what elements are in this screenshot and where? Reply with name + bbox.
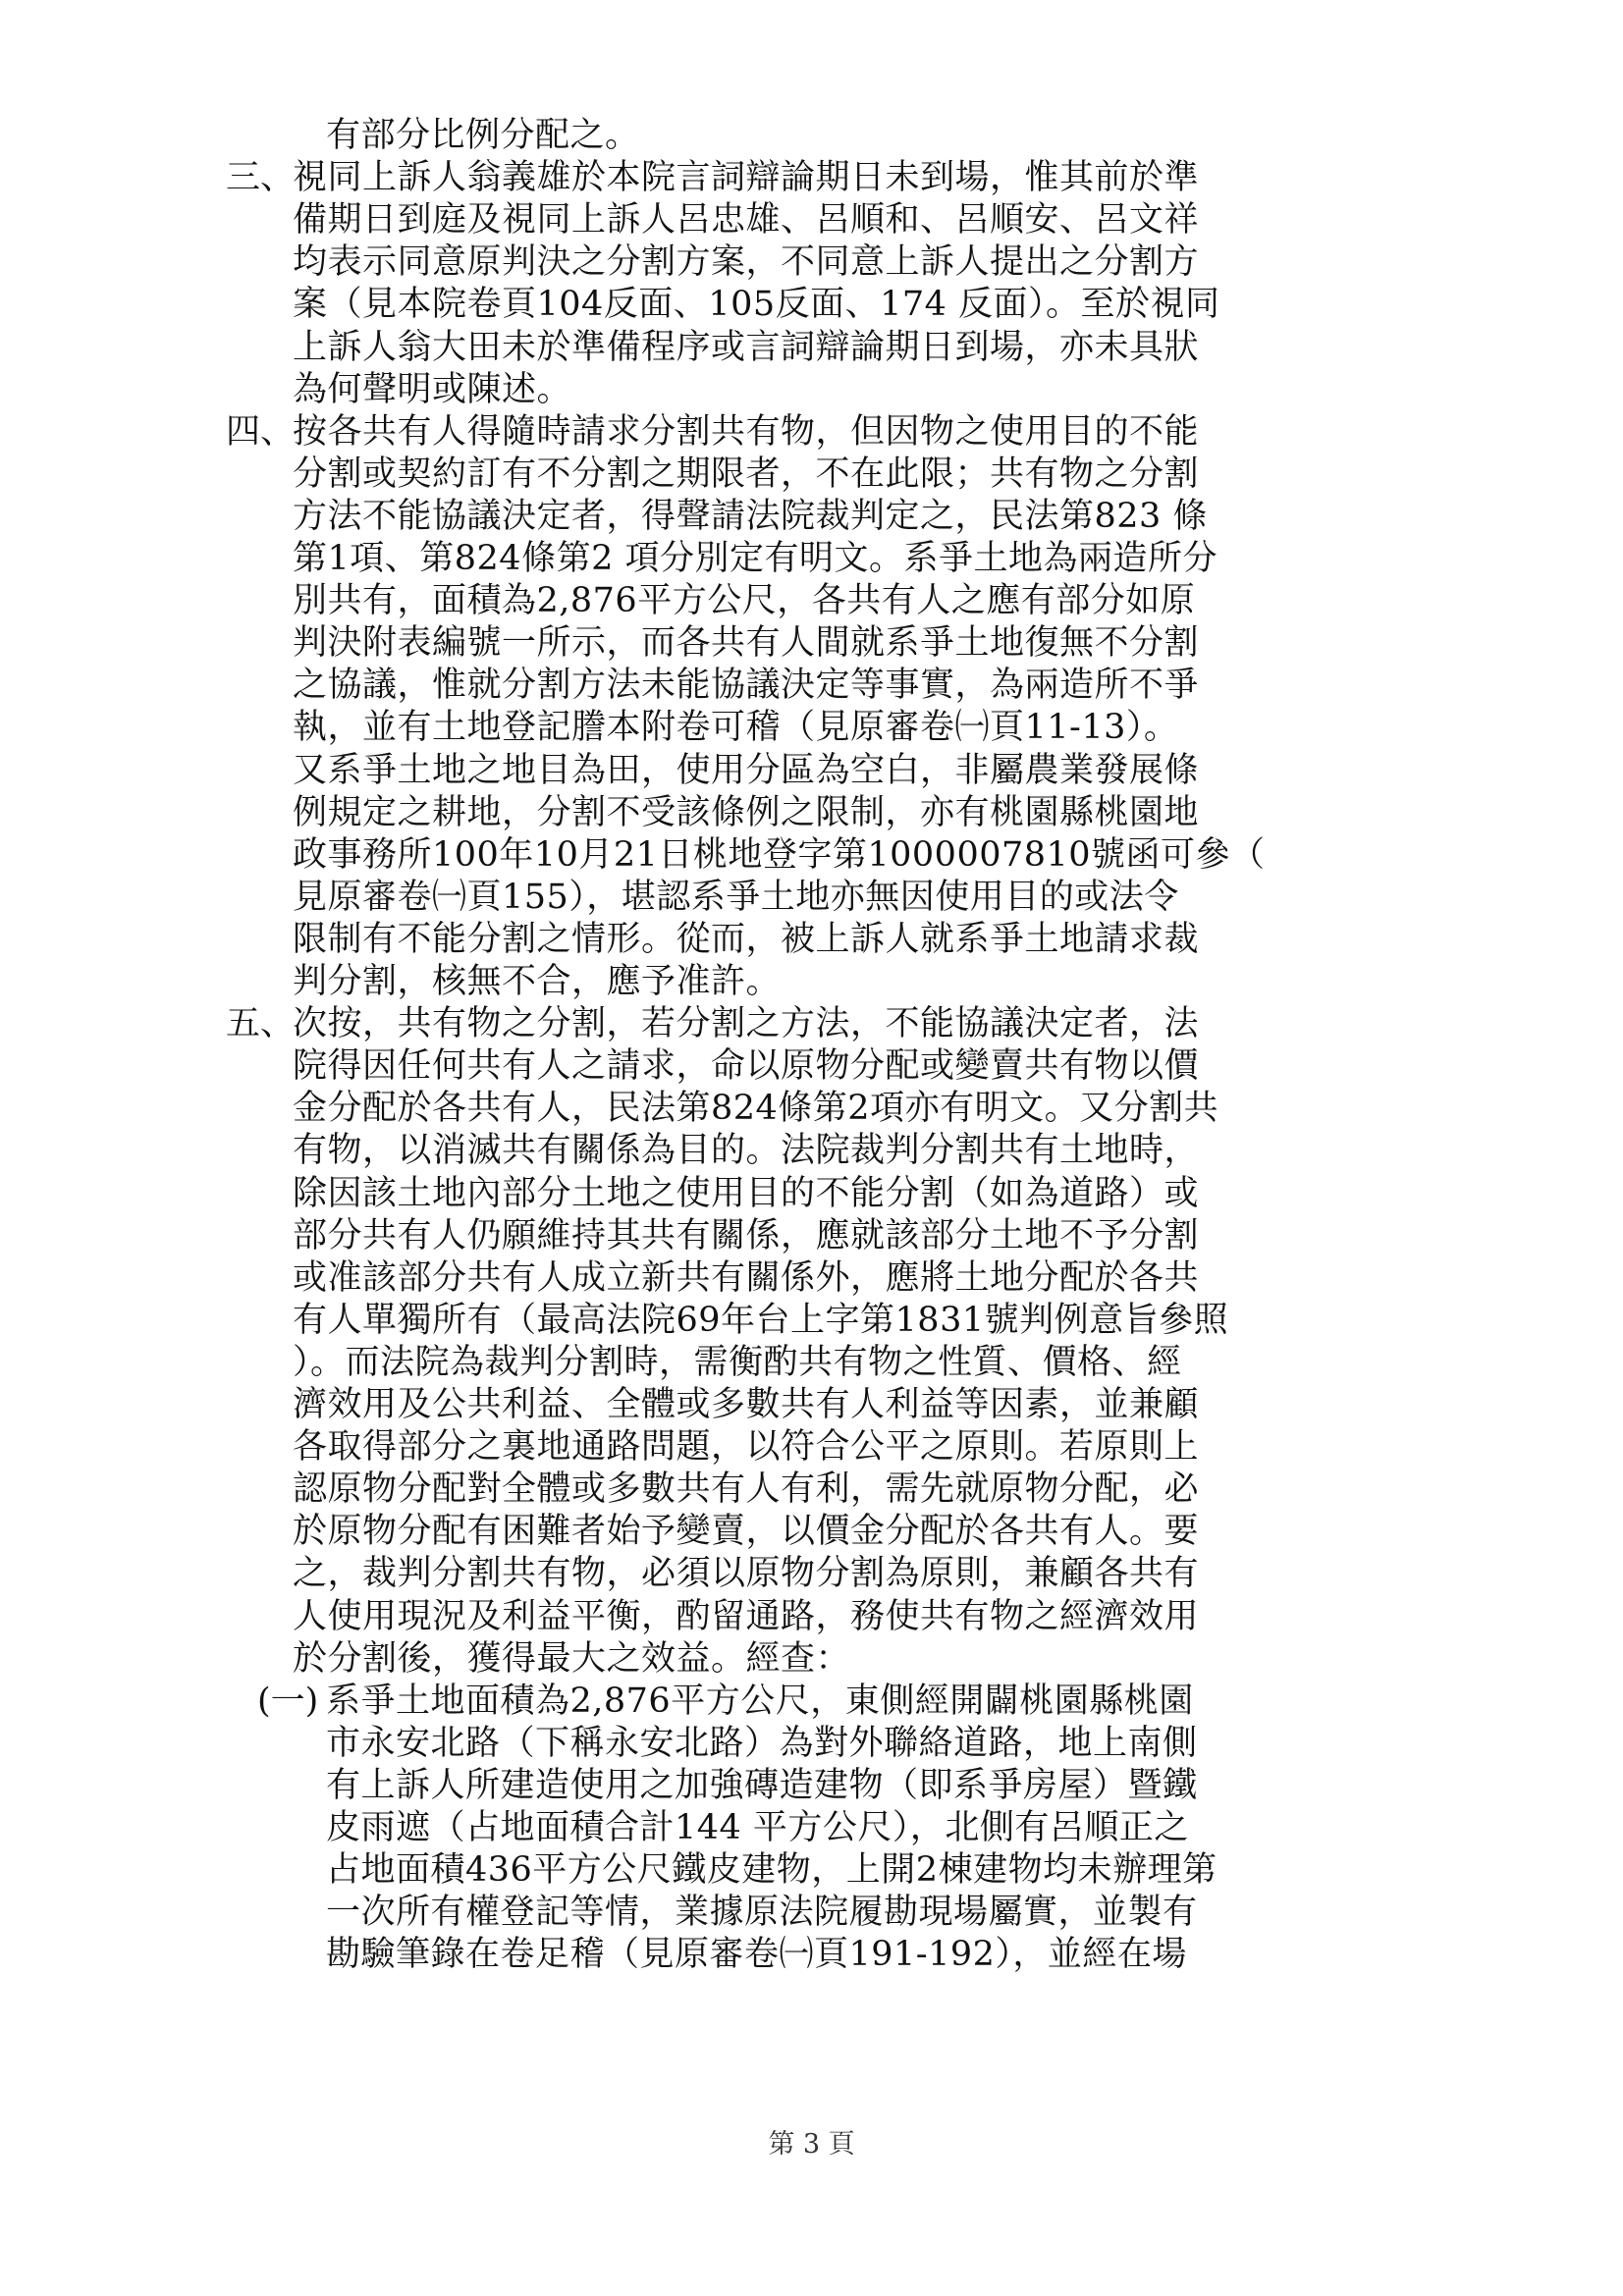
section-5-line: 認原物分配對全體或多數共有人有利，需先就原物分配，必 — [293, 1469, 1200, 1510]
section-5-line: 院得因任何共有人之請求，命以原物分配或變賣共有物以價 — [293, 1046, 1200, 1087]
section-4-line: 又系爭土地之地目為田，使用分區為空白，非屬農業發展條 — [293, 750, 1200, 790]
section-4-line: 第1項、第824條第2 項分別定有明文。系爭土地為兩造所分 — [293, 539, 1217, 578]
section-3-line: 視同上訴人翁義雄於本院言詞辯論期日未到場，惟其前於準 — [293, 158, 1200, 198]
section-5-line: 或准該部分共有人成立新共有關係外，應將土地分配於各共 — [293, 1257, 1200, 1298]
section-5-line: 部分共有人仍願維持其共有關係，應就該部分土地不予分割 — [293, 1215, 1200, 1255]
section-4-line: 方法不能協議決定者，得聲請法院裁判定之，民法第823 條 — [293, 496, 1208, 536]
section-4-marker: 四、 — [226, 411, 296, 452]
page-number: 第 3 頁 — [768, 2129, 855, 2160]
section-4-line: 分割或契約訂有不分割之期限者，不在此限；共有物之分割 — [293, 454, 1200, 494]
subsection-1-line: 有上訴人所建造使用之加強磚造建物（即系爭房屋）暨鐵 — [326, 1765, 1198, 1805]
section-4-line: 別共有，面積為2,876平方公尺，各共有人之應有部分如原 — [293, 581, 1196, 621]
subsection-1-line: 皮雨遮（占地面積合計144 平方公尺），北側有呂順正之 — [326, 1808, 1189, 1847]
section-3-line: 均表示同意原判決之分割方案，不同意上訴人提出之分割方 — [293, 242, 1200, 283]
section-3-line: 上訴人翁大田未於準備程序或言詞辯論期日到場，亦未具狀 — [293, 327, 1200, 367]
section-5-line: 人使用現況及利益平衡，酌留通路，務使共有物之經濟效用 — [293, 1596, 1200, 1636]
subsection-1-line: 占地面積436平方公尺鐵皮建物，上開2棟建物均未辦理第 — [326, 1850, 1217, 1891]
section-4-line: 見原審卷㈠頁155），堪認系爭土地亦無因使用目的或法令 — [293, 877, 1179, 917]
section-5-line: 之，裁判分割共有物，必須以原物分割為原則，兼顧各共有 — [293, 1554, 1200, 1594]
section-5-line: 各取得部分之裏地通路問題，以符合公平之原則。若原則上 — [293, 1427, 1200, 1468]
subsection-1-line: 市永安北路（下稱永安北路）為對外聯絡道路，地上南側 — [326, 1723, 1198, 1763]
section-5-line: 於分割後，獲得最大之效益。經查： — [293, 1638, 851, 1679]
section-4-line: 之協議，惟就分割方法未能協議決定等事實，為兩造所不爭 — [293, 666, 1200, 706]
section-3-line: 備期日到庭及視同上訴人呂忠雄、呂順和、呂順安、呂文祥 — [293, 200, 1200, 240]
section-5-line: 除因該土地內部分土地之使用目的不能分割（如為道路）或 — [293, 1173, 1200, 1213]
section-4-line: 判決附表編號一所示，而各共有人間就系爭土地復無不分割 — [293, 623, 1200, 664]
subsection-1-marker: (一) — [257, 1681, 319, 1721]
section-5-line: 濟效用及公共利益、全體或多數共有人利益等因素，並兼顧 — [293, 1385, 1200, 1424]
section-5-line: 金分配於各共有人，民法第824條第2項亦有明文。又分割共 — [293, 1089, 1219, 1129]
subsection-1-line: 系爭土地面積為2,876平方公尺，東側經開闢桃園縣桃園 — [326, 1681, 1194, 1721]
section-3-line: 案（見本院卷頁104反面、105反面、174 反面）。至於視同 — [293, 285, 1220, 325]
section-5-line: 於原物分配有困難者始予變賣，以價金分配於各共有人。要 — [293, 1512, 1200, 1552]
section-4-line: 判分割，核無不合，應予准許。 — [293, 962, 782, 1001]
section-4-line: 例規定之耕地，分割不受該條例之限制，亦有桃園縣桃園地 — [293, 792, 1200, 832]
section-5-marker: 五、 — [226, 1004, 296, 1044]
section-4-line: 按各共有人得隨時請求分割共有物，但因物之使用目的不能 — [293, 411, 1200, 452]
section-3-line: 為何聲明或陳述。 — [293, 369, 572, 409]
section-5-line: ）。而法院為裁判分割時，需衡酌共有物之性質、價格、經 — [293, 1342, 1182, 1382]
section-5-line: 有物，以消滅共有關係為目的。法院裁判分割共有土地時， — [293, 1131, 1200, 1171]
section-4-line: 政事務所100年10月21日桃地登字第1000007810號函可參（ — [293, 834, 1266, 875]
section-5-line: 次按，共有物之分割，若分割之方法，不能協議決定者，法 — [293, 1004, 1200, 1044]
section-3-marker: 三、 — [226, 158, 296, 198]
subsection-1-line: 一次所有權登記等情，業據原法院履勘現場屬實，並製有 — [326, 1893, 1198, 1933]
section-4-line: 執，並有土地登記謄本附卷可稽（見原審卷㈠頁11-13）。 — [293, 708, 1179, 748]
subsection-1-line: 勘驗筆錄在卷足稽（見原審卷㈠頁191-192），並經在場 — [326, 1935, 1187, 1975]
section-4-line: 限制有不能分割之情形。從而，被上訴人就系爭土地請求裁 — [293, 919, 1200, 959]
section-5-line: 有人單獨所有（最高法院69年台上字第1831號判例意旨參照 — [293, 1300, 1229, 1340]
continuation-line: 有部分比例分配之。 — [326, 116, 640, 155]
